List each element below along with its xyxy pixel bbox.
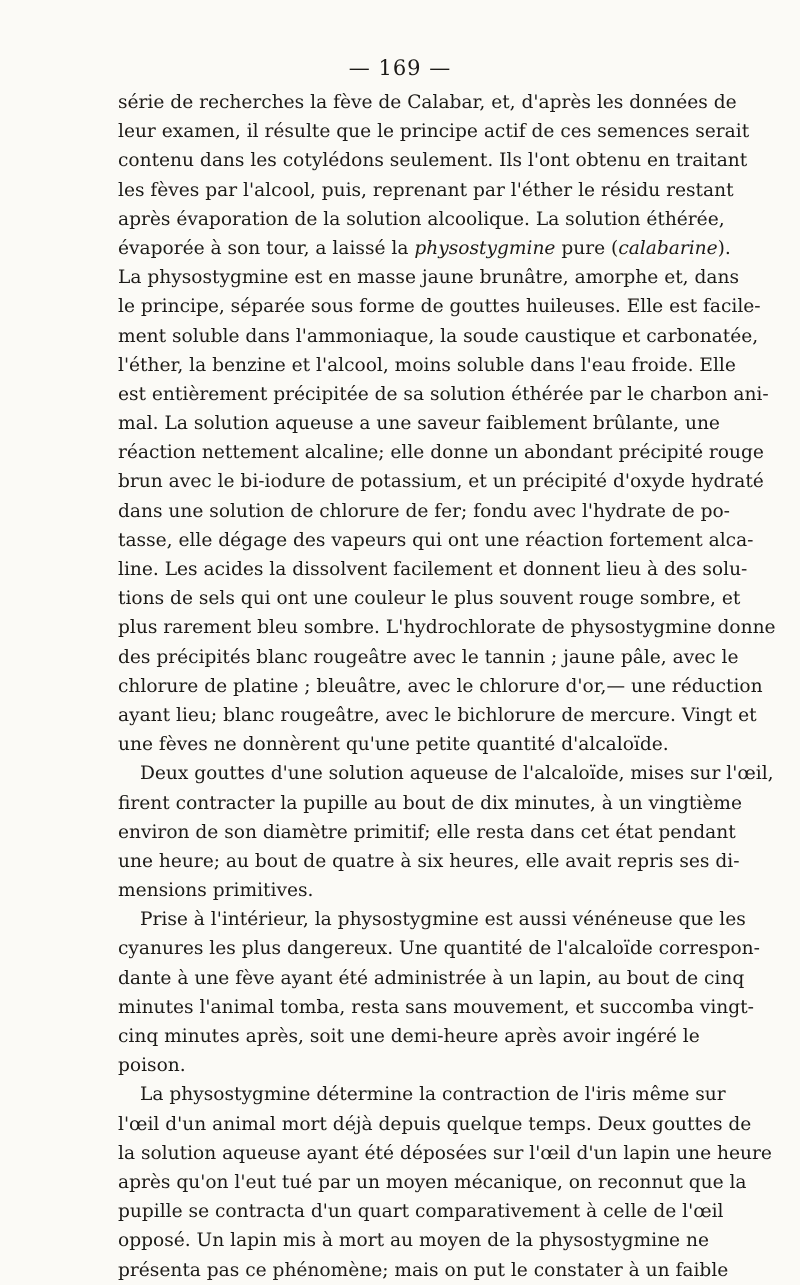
text-line: une fèves ne donnèrent qu'une petite quantité d'alcaloïde.	[118, 734, 669, 756]
text-line: la solution aqueuse ayant été déposées sur l'œil d'un lapin une heure	[118, 1142, 772, 1164]
text-line: mensions primitives.	[118, 880, 314, 902]
text-line: l'œil d'un animal mort déjà depuis quelque temps. Deux gouttes de	[118, 1113, 752, 1135]
text-line: une heure; au bout de quatre à six heures, elle avait repris ses di-	[118, 850, 740, 872]
text-line: le principe, séparée sous forme de gouttes huileuses. Elle est facile-	[118, 296, 761, 318]
text-line: des précipités blanc rougeâtre avec le tannin ; jaune pâle, avec le	[118, 646, 739, 668]
text-line: évaporée à son tour, a laissé la physostygmine pure (calabarine).	[118, 237, 731, 259]
text-line: minutes l'animal tomba, resta sans mouvement, et succomba vingt-	[118, 996, 754, 1018]
text-line: chlorure de platine ; bleuâtre, avec le chlorure d'or,— une réduction	[118, 675, 763, 697]
text-line: cinq minutes après, soit une demi-heure après avoir ingéré le	[118, 1026, 700, 1047]
paragraph	[118, 88, 776, 759]
text-line: est entièrement précipitée de sa solution éthérée par le charbon ani-	[118, 383, 769, 405]
text-line: firent contracter la pupille au bout de dix minutes, à un vingtième	[118, 792, 742, 814]
text-line: après évaporation de la solution alcoolique. La solution éthérée,	[118, 208, 725, 230]
text-line: leur examen, il résulte que le principe actif de ces semences serait	[118, 121, 750, 143]
text-line: poison.	[118, 1055, 186, 1077]
body-text	[118, 88, 776, 1285]
text-line: La physostygmine est en masse jaune brunâtre, amorphe et, dans	[118, 267, 740, 289]
text-line: brun avec le bi-iodure de potassium, et un précipité d'oxyde hydraté	[118, 471, 764, 493]
text-line: mal. La solution aqueuse a une saveur faiblement brûlante, une	[118, 413, 720, 435]
text-line: série de recherches la fève de Calabar, et, d'après les données de	[118, 92, 737, 113]
text-line: contenu dans les cotylédons seulement. Ils l'ont obtenu en traitant	[118, 150, 748, 172]
paragraph	[118, 759, 774, 905]
text-line: dans une solution de chlorure de fer; fondu avec l'hydrate de po-	[118, 500, 730, 522]
text-line: dante à une fève ayant été administrée à un lapin, au bout de cinq	[118, 967, 745, 989]
text-line: cyanures les plus dangereux. Une quantité de l'alcaloïde correspon-	[118, 938, 760, 960]
text-line: La physostygmine détermine la contraction de l'iris même sur	[140, 1084, 726, 1106]
text-line: l'éther, la benzine et l'alcool, moins soluble dans l'eau froide. Elle	[118, 354, 736, 376]
text-line: après qu'on l'eut tué par un moyen mécanique, on reconnut que la	[118, 1171, 747, 1193]
text-line: opposé. Un lapin mis à mort au moyen de la physostygmine ne	[118, 1230, 709, 1252]
text-line: line. Les acides la dissolvent facilement et donnent lieu à des solu-	[118, 559, 748, 580]
text-line: ment soluble dans l'ammoniaque, la soude caustique et carbonatée,	[118, 325, 759, 347]
text-line: ayant lieu; blanc rougeâtre, avec le bichlorure de mercure. Vingt et	[118, 704, 757, 726]
text-line: tasse, elle dégage des vapeurs qui ont une réaction fortement alca-	[118, 529, 754, 551]
paragraph	[118, 905, 760, 1080]
text-line: présenta pas ce phénomène; mais on put le constater à un faible	[118, 1259, 729, 1281]
text-line: tions de sels qui ont une couleur le plus souvent rouge sombre, et	[118, 588, 741, 610]
text-line: pupille se contracta d'un quart comparativement à celle de l'œil	[118, 1201, 724, 1223]
text-line: les fèves par l'alcool, puis, reprenant par l'éther le résidu restant	[118, 179, 734, 201]
text-line: réaction nettement alcaline; elle donne un abondant précipité rouge	[118, 442, 764, 464]
page-number: — 169 —	[348, 56, 452, 80]
paragraph	[118, 1080, 772, 1284]
text-line: Prise à l'intérieur, la physostygmine est aussi vénéneuse que les	[140, 909, 746, 931]
text-line: Deux gouttes d'une solution aqueuse de l'alcaloïde, mises sur l'œil,	[140, 763, 774, 785]
text-line: plus rarement bleu sombre. L'hydrochlorate de physostygmine donne	[118, 617, 776, 639]
text-line: environ de son diamètre primitif; elle resta dans cet état pendant	[118, 821, 736, 843]
